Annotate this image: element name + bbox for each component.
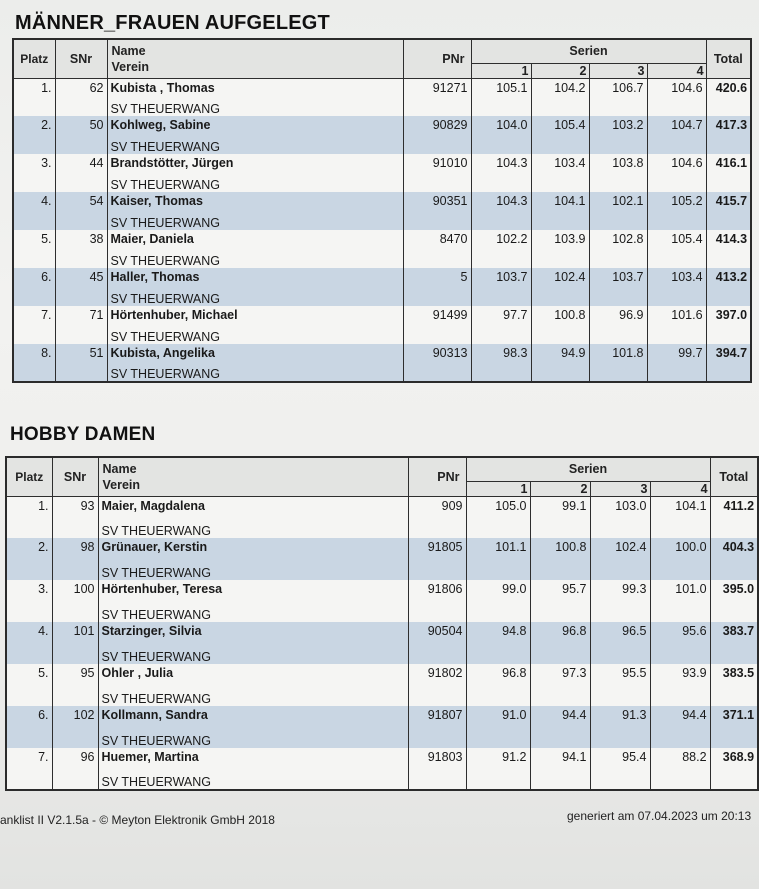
- serie-2-cell: 95.7: [530, 580, 590, 622]
- start-number-cell: 71: [55, 306, 107, 344]
- col-header-name-verein: [98, 457, 408, 496]
- serie-1-cell: 91.0: [466, 706, 530, 748]
- pass-number-cell: 91803: [408, 748, 466, 790]
- col-header-platz: Platz: [6, 457, 52, 496]
- club-name-cell: SV THEUERWANG: [107, 211, 403, 230]
- table-row: [6, 706, 758, 727]
- serie-3-cell: 102.1: [589, 192, 647, 230]
- col-header-pnr: PNr: [403, 39, 471, 78]
- table-row: [13, 344, 751, 363]
- col-header-serien: Serien: [471, 39, 706, 63]
- total-cell: 368.9: [710, 748, 758, 790]
- club-name-cell: SV THEUERWANG: [98, 685, 408, 706]
- serie-2-cell: 103.4: [531, 154, 589, 192]
- total-cell: 371.1: [710, 706, 758, 748]
- col-header-serie-4: 4: [650, 481, 710, 496]
- col-header-snr: SNr: [55, 39, 107, 78]
- col-header-snr: SNr: [52, 457, 98, 496]
- start-number-cell: 98: [52, 538, 98, 580]
- serie-2-cell: 100.8: [530, 538, 590, 580]
- rank-cell: 4.: [38, 624, 49, 638]
- pass-number-cell: 91805: [408, 538, 466, 580]
- serie-2-cell: 102.4: [531, 268, 589, 306]
- club-name-cell: SV THEUERWANG: [107, 287, 403, 306]
- athlete-name-cell: Maier, Magdalena: [98, 496, 408, 517]
- table-row: [6, 580, 758, 601]
- serie-3-cell: 96.5: [590, 622, 650, 664]
- serie-2-cell: 97.3: [530, 664, 590, 706]
- start-number-cell: 100: [52, 580, 98, 622]
- pass-number-cell: 5: [403, 268, 471, 306]
- serie-1-cell: 94.8: [466, 622, 530, 664]
- table-row: [6, 496, 758, 517]
- serie-1-cell: 97.7: [471, 306, 531, 344]
- athlete-name-cell: Maier, Daniela: [107, 230, 403, 249]
- serie-1-cell: 101.1: [466, 538, 530, 580]
- serie-4-cell: 95.6: [650, 622, 710, 664]
- section-title-maenner-frauen: MÄNNER_FRAUEN AUFGELEGT: [15, 12, 330, 34]
- total-cell: 404.3: [710, 538, 758, 580]
- serie-1-cell: 103.7: [471, 268, 531, 306]
- serie-1-cell: 104.3: [471, 154, 531, 192]
- pass-number-cell: 91807: [408, 706, 466, 748]
- table-row: [13, 306, 751, 325]
- table-row: [6, 664, 758, 685]
- start-number-cell: 62: [55, 78, 107, 116]
- serie-1-cell: 105.1: [471, 78, 531, 116]
- athlete-name-cell: Kohlweg, Sabine: [107, 116, 403, 135]
- rank-cell: 5.: [38, 666, 49, 680]
- rank-cell: 2.: [38, 540, 49, 554]
- start-number-cell: 44: [55, 154, 107, 192]
- rank-cell: 4.: [41, 194, 52, 208]
- serie-4-cell: 104.6: [647, 154, 706, 192]
- total-cell: 414.3: [706, 230, 751, 268]
- total-cell: 413.2: [706, 268, 751, 306]
- pass-number-cell: 909: [408, 496, 466, 538]
- club-name-cell: SV THEUERWANG: [107, 173, 403, 192]
- serie-3-cell: 103.0: [590, 496, 650, 538]
- serie-3-cell: 103.7: [589, 268, 647, 306]
- col-header-serie-4: 4: [647, 63, 706, 78]
- club-name-cell: SV THEUERWANG: [107, 325, 403, 344]
- footer-copyright: anklist II V2.1.5a - © Meyton Elektronik GmbH 2018: [0, 813, 275, 827]
- serie-2-cell: 94.4: [530, 706, 590, 748]
- serie-1-cell: 105.0: [466, 496, 530, 538]
- serie-4-cell: 100.0: [650, 538, 710, 580]
- serie-4-cell: 103.4: [647, 268, 706, 306]
- serie-2-cell: 104.2: [531, 78, 589, 116]
- serie-4-cell: 104.1: [650, 496, 710, 538]
- total-cell: 420.6: [706, 78, 751, 116]
- col-header-verein: Verein: [111, 59, 150, 74]
- col-header-name: Name: [111, 43, 146, 58]
- athlete-name-cell: Huemer, Martina: [98, 748, 408, 769]
- rank-cell: 7.: [41, 308, 52, 322]
- table-row: [13, 192, 751, 211]
- col-header-verein: Verein: [102, 477, 141, 492]
- serie-2-cell: 104.1: [531, 192, 589, 230]
- pass-number-cell: 8470: [403, 230, 471, 268]
- serie-4-cell: 105.2: [647, 192, 706, 230]
- club-name-cell: SV THEUERWANG: [98, 517, 408, 538]
- rank-cell: 6.: [38, 708, 49, 722]
- total-cell: 397.0: [706, 306, 751, 344]
- serie-4-cell: 94.4: [650, 706, 710, 748]
- total-cell: 416.1: [706, 154, 751, 192]
- pass-number-cell: 90313: [403, 344, 471, 382]
- col-header-serie-1: 1: [466, 481, 530, 496]
- club-name-cell: SV THEUERWANG: [107, 135, 403, 154]
- rank-cell: 7.: [38, 750, 49, 764]
- athlete-name-cell: Hörtenhuber, Michael: [107, 306, 403, 325]
- table-row: [6, 538, 758, 559]
- serie-2-cell: 100.8: [531, 306, 589, 344]
- club-name-cell: SV THEUERWANG: [107, 363, 403, 382]
- serie-3-cell: 106.7: [589, 78, 647, 116]
- results-table-maenner-frauen: [12, 38, 752, 383]
- serie-4-cell: 104.6: [647, 78, 706, 116]
- pass-number-cell: 91271: [403, 78, 471, 116]
- serie-2-cell: 99.1: [530, 496, 590, 538]
- start-number-cell: 51: [55, 344, 107, 382]
- serie-3-cell: 102.8: [589, 230, 647, 268]
- serie-4-cell: 104.7: [647, 116, 706, 154]
- serie-2-cell: 105.4: [531, 116, 589, 154]
- col-header-name-verein: [107, 39, 403, 78]
- col-header-serie-1: 1: [471, 63, 531, 78]
- serie-4-cell: 105.4: [647, 230, 706, 268]
- serie-3-cell: 99.3: [590, 580, 650, 622]
- total-cell: 417.3: [706, 116, 751, 154]
- athlete-name-cell: Kollmann, Sandra: [98, 706, 408, 727]
- pass-number-cell: 90504: [408, 622, 466, 664]
- serie-2-cell: 96.8: [530, 622, 590, 664]
- col-header-serie-2: 2: [530, 481, 590, 496]
- pass-number-cell: 91802: [408, 664, 466, 706]
- athlete-name-cell: Haller, Thomas: [107, 268, 403, 287]
- pass-number-cell: 91499: [403, 306, 471, 344]
- pass-number-cell: 91806: [408, 580, 466, 622]
- club-name-cell: SV THEUERWANG: [98, 727, 408, 748]
- rank-cell: 1.: [38, 498, 49, 513]
- club-name-cell: SV THEUERWANG: [98, 769, 408, 790]
- total-cell: 411.2: [710, 496, 758, 538]
- table-row: [13, 116, 751, 135]
- col-header-serie-2: 2: [531, 63, 589, 78]
- serie-1-cell: 98.3: [471, 344, 531, 382]
- serie-3-cell: 101.8: [589, 344, 647, 382]
- pass-number-cell: 90351: [403, 192, 471, 230]
- table-row: [6, 622, 758, 643]
- club-name-cell: SV THEUERWANG: [98, 559, 408, 580]
- table-row: [13, 268, 751, 287]
- results-body-maenner-frauen: [13, 78, 751, 382]
- rank-cell: 3.: [41, 156, 52, 170]
- start-number-cell: 38: [55, 230, 107, 268]
- start-number-cell: 102: [52, 706, 98, 748]
- results-table-hobby-damen: [5, 456, 759, 791]
- athlete-name-cell: Brandstötter, Jürgen: [107, 154, 403, 173]
- serie-2-cell: 94.1: [530, 748, 590, 790]
- serie-1-cell: 99.0: [466, 580, 530, 622]
- rank-cell: 5.: [41, 232, 52, 246]
- results-body-hobby-damen: [6, 496, 758, 790]
- total-cell: 415.7: [706, 192, 751, 230]
- athlete-name-cell: Ohler , Julia: [98, 664, 408, 685]
- serie-3-cell: 96.9: [589, 306, 647, 344]
- athlete-name-cell: Hörtenhuber, Teresa: [98, 580, 408, 601]
- athlete-name-cell: Kubista, Angelika: [107, 344, 403, 363]
- athlete-name-cell: Kubista , Thomas: [107, 78, 403, 97]
- serie-2-cell: 94.9: [531, 344, 589, 382]
- serie-3-cell: 102.4: [590, 538, 650, 580]
- footer-generated: generiert am 07.04.2023 um 20:13: [567, 809, 752, 823]
- pass-number-cell: 90829: [403, 116, 471, 154]
- serie-1-cell: 104.3: [471, 192, 531, 230]
- serie-4-cell: 99.7: [647, 344, 706, 382]
- club-name-cell: SV THEUERWANG: [98, 601, 408, 622]
- start-number-cell: 93: [52, 496, 98, 538]
- club-name-cell: SV THEUERWANG: [98, 643, 408, 664]
- start-number-cell: 54: [55, 192, 107, 230]
- serie-3-cell: 95.4: [590, 748, 650, 790]
- start-number-cell: 101: [52, 622, 98, 664]
- serie-1-cell: 96.8: [466, 664, 530, 706]
- athlete-name-cell: Kaiser, Thomas: [107, 192, 403, 211]
- start-number-cell: 50: [55, 116, 107, 154]
- serie-3-cell: 95.5: [590, 664, 650, 706]
- serie-4-cell: 101.6: [647, 306, 706, 344]
- serie-4-cell: 93.9: [650, 664, 710, 706]
- serie-3-cell: 91.3: [590, 706, 650, 748]
- serie-3-cell: 103.8: [589, 154, 647, 192]
- total-cell: 383.7: [710, 622, 758, 664]
- serie-1-cell: 104.0: [471, 116, 531, 154]
- total-cell: 383.5: [710, 664, 758, 706]
- col-header-platz: Platz: [13, 39, 55, 78]
- section-title-hobby-damen: HOBBY DAMEN: [10, 424, 156, 445]
- table-row: [13, 154, 751, 173]
- serie-3-cell: 103.2: [589, 116, 647, 154]
- serie-1-cell: 102.2: [471, 230, 531, 268]
- col-header-pnr: PNr: [408, 457, 466, 496]
- serie-4-cell: 101.0: [650, 580, 710, 622]
- col-header-name: Name: [102, 461, 137, 476]
- athlete-name-cell: Grünauer, Kerstin: [98, 538, 408, 559]
- rank-cell: 6.: [41, 270, 52, 284]
- rank-cell: 1.: [41, 80, 52, 95]
- col-header-serie-3: 3: [589, 63, 647, 78]
- table-row: [6, 748, 758, 769]
- rank-cell: 8.: [41, 346, 52, 360]
- pass-number-cell: 91010: [403, 154, 471, 192]
- col-header-serie-3: 3: [590, 481, 650, 496]
- start-number-cell: 96: [52, 748, 98, 790]
- col-header-total: Total: [706, 39, 751, 78]
- total-cell: 395.0: [710, 580, 758, 622]
- serie-2-cell: 103.9: [531, 230, 589, 268]
- total-cell: 394.7: [706, 344, 751, 382]
- rank-cell: 2.: [41, 118, 52, 132]
- club-name-cell: SV THEUERWANG: [107, 249, 403, 268]
- serie-4-cell: 88.2: [650, 748, 710, 790]
- table-row: [13, 78, 751, 97]
- start-number-cell: 95: [52, 664, 98, 706]
- col-header-serien: Serien: [466, 457, 710, 481]
- col-header-total: Total: [710, 457, 758, 496]
- serie-1-cell: 91.2: [466, 748, 530, 790]
- table-row: [13, 230, 751, 249]
- start-number-cell: 45: [55, 268, 107, 306]
- athlete-name-cell: Starzinger, Silvia: [98, 622, 408, 643]
- club-name-cell: SV THEUERWANG: [107, 97, 403, 116]
- rank-cell: 3.: [38, 582, 49, 596]
